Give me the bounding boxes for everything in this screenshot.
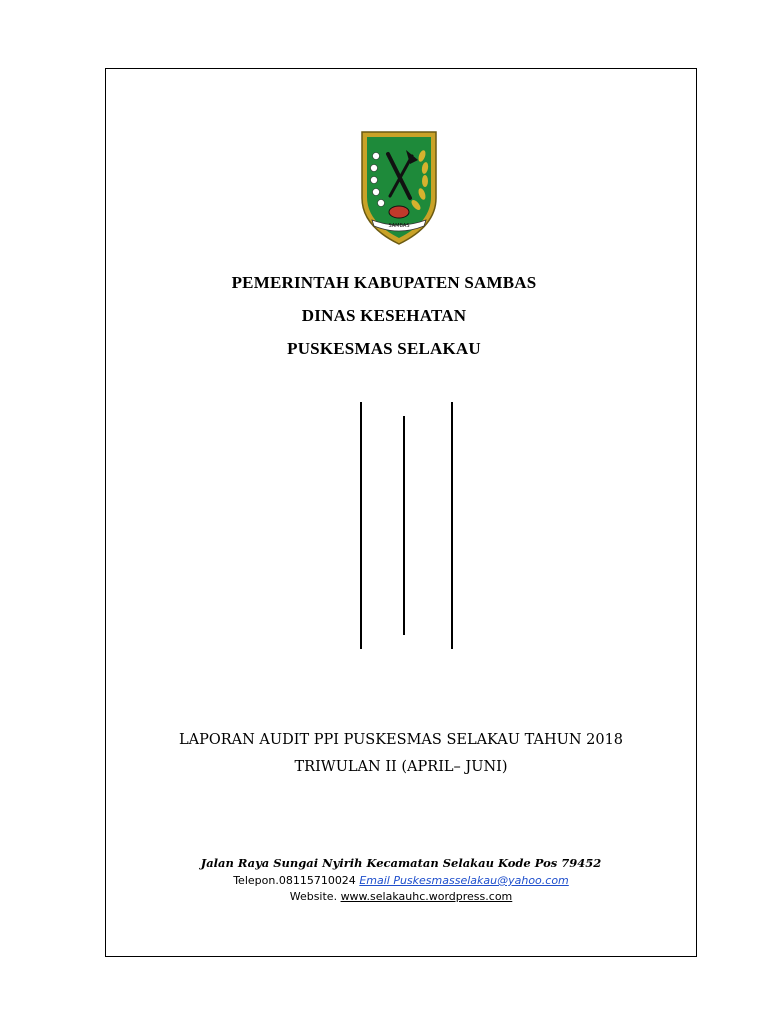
- report-title: LAPORAN AUDIT PPI PUSKESMAS SELAKAU TAHUN 2018: [178, 732, 624, 748]
- heading-department: DINAS KESEHATAN: [301, 306, 467, 325]
- heading-puskesmas: PUSKESMAS SELAKAU: [287, 339, 481, 358]
- report-period: TRIWULAN II (APRIL– JUNI): [294, 759, 508, 775]
- svg-text:SAMBAS: SAMBAS: [388, 223, 410, 229]
- footer-phone: Telepon.08115710024: [233, 874, 360, 887]
- footer-website-link[interactable]: www.selakauhc.wordpress.com: [340, 890, 513, 903]
- footer-contact: [0, 874, 768, 887]
- heading-government: PEMERINTAH KABUPATEN SAMBAS: [231, 273, 537, 292]
- footer-address: Jalan Raya Sungai Nyirih Kecamatan Selakau Kode Pos 79452: [200, 856, 602, 870]
- footer-website-label: Website.: [289, 890, 341, 903]
- decorative-line-right: [451, 402, 453, 649]
- footer-website: [0, 890, 768, 903]
- decorative-line-left: [360, 402, 362, 649]
- footer-email-link[interactable]: Email Puskesmasselakau@yahoo.com: [359, 874, 569, 887]
- regency-crest-icon: [358, 126, 440, 246]
- decorative-line-middle: [403, 416, 405, 635]
